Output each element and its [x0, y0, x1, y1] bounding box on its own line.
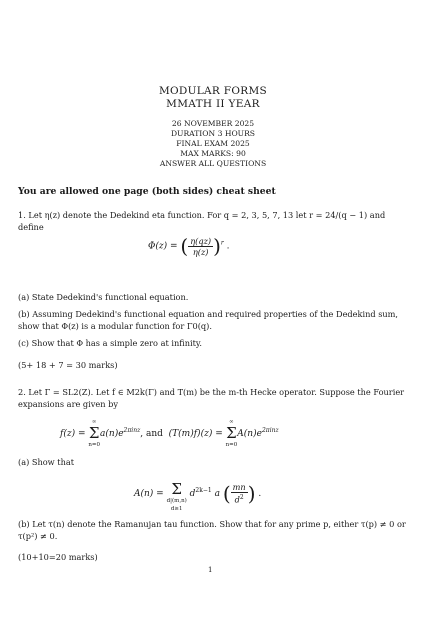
- q1-intro: 1. Let η(z) denote the Dedekind eta function. For q = 2, 3, 5, 7, 13 let r = 24/(q − 1) and define: [18, 210, 386, 232]
- exam-duration: DURATION 3 HOURS: [170, 129, 256, 138]
- q1-eq-lhs: Φ(z) =: [148, 241, 178, 252]
- q1-eq-den: η(z): [192, 246, 209, 257]
- exam-subtitle: MMATH II YEAR: [166, 98, 260, 110]
- exam-max-marks: MAX MARKS: 90: [180, 149, 246, 158]
- q2-sum-f: ∞ Σ n=0: [88, 419, 101, 448]
- exam-title: MODULAR FORMS: [158, 85, 268, 97]
- page-number: 1: [208, 566, 213, 574]
- q2-eq-t-lhs: (T(m)f)(z) =: [168, 429, 223, 439]
- q2-intro: 2. Let Γ = SL2(Z). Let f ∈ M2k(Γ) and T(m) be the m-th Hecke operator. Suppose the Fourier expansions are given by: [18, 387, 405, 409]
- q1-part-c: (c) Show that Φ has a simple zero at infinity.: [18, 338, 203, 348]
- cheat-sheet-note: You are allowed one page (both sides) cheat sheet: [18, 186, 276, 197]
- exam-date: 26 NOVEMBER 2025: [171, 119, 255, 128]
- q1-equation: Φ(z) = ( $\frac{\eta(qz)}{\eta(z)}$ )$^r$ .: [148, 234, 230, 258]
- q1-part-a: (a) State Dedekind's functional equation.: [18, 292, 189, 302]
- q1-marks: (5+ 18 + 7 = 30 marks): [18, 360, 118, 370]
- q1-eq-exp: r: [220, 239, 224, 247]
- q1-eq-num: η(qz): [190, 235, 212, 246]
- q2-eq-a-lhs: A(n) =: [134, 489, 164, 499]
- q2-eq-f-lhs: f(z) =: [60, 429, 86, 439]
- q2-hecke-equation: A(n) = Σ d|(m,n) d≥1 $d^{2k-1}$ a ( $\frac{mn}{d^2}$ ) .: [134, 474, 261, 513]
- q2-marks: (10+10=20 marks): [18, 552, 98, 562]
- q2-part-a: (a) Show that: [18, 457, 75, 467]
- q2-part-b: (b) Let τ(n) denote the Ramanujan tau function. Show that for any prime p, either τ(p) ≠ 0 or τ(p²) ≠ 0.: [18, 519, 406, 541]
- exam-name: FINAL EXAM 2025: [176, 139, 250, 148]
- q2-fourier-equation: f(z) = ∞ Σ n=0 $a(n)e^{2\pi inz}$, and (T(m)f)(z) = ∞ Σ n=0 $A(n)e^{2\pi inz}$: [60, 419, 279, 448]
- q1-part-b: (b) Assuming Dedekind's functional equation and required properties of the Dedekind sum, show that Φ(z) is a modular function for Γ0(q).: [18, 309, 399, 331]
- q2-sum-divisors: Σ d|(m,n) d≥1: [166, 480, 187, 512]
- exam-instruction: ANSWER ALL QUESTIONS: [159, 159, 267, 168]
- q2-sum-t: ∞ Σ n=0: [225, 419, 238, 448]
